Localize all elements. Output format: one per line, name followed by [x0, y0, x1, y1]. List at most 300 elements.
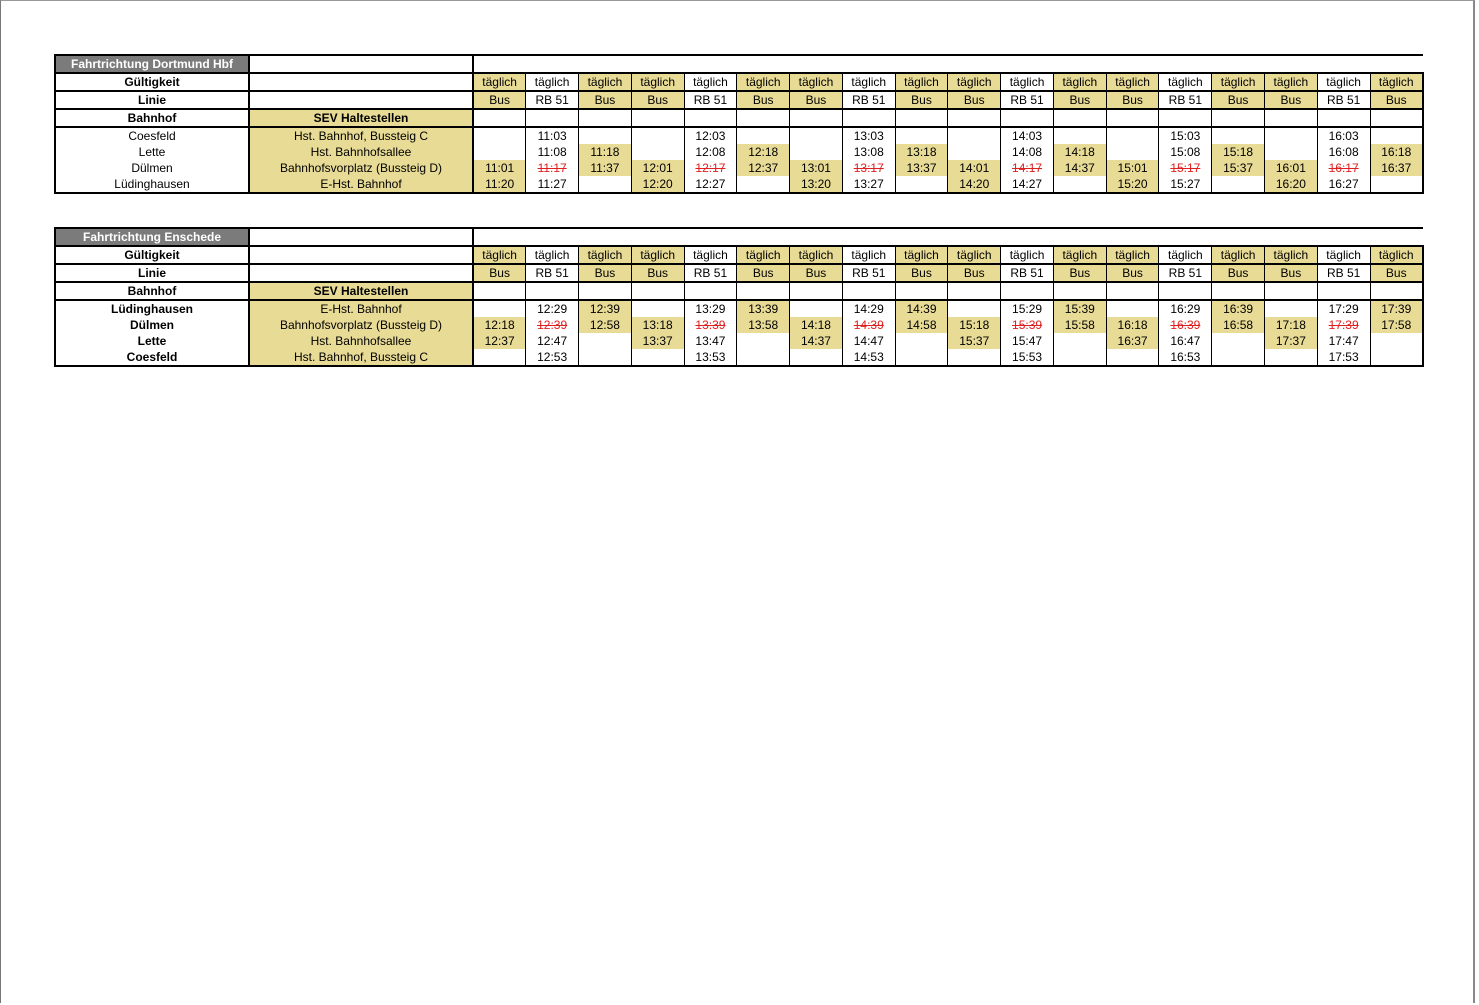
departure-time: 17:58: [1381, 317, 1412, 332]
timetable-grid: [54, 227, 1424, 367]
time-cell: [1106, 160, 1159, 176]
line-cell: Bus: [473, 91, 526, 109]
time-cell: [948, 333, 1001, 349]
departure-time: 16:18: [1381, 144, 1412, 159]
time-cell: [737, 349, 790, 366]
line-cell: RB 51: [684, 91, 737, 109]
departure-time: 15:58: [1064, 317, 1095, 332]
time-cell: [842, 127, 895, 144]
time-cell: [1106, 144, 1159, 160]
departure-time: 16:58: [1223, 317, 1254, 332]
validity-cell: täglich: [1053, 246, 1106, 264]
station-header-blank: [790, 109, 843, 127]
time-cell: [684, 349, 737, 366]
validity-cell: täglich: [895, 246, 948, 264]
time-cell: [790, 349, 843, 366]
departure-time: 12:37: [748, 160, 779, 175]
cancelled-time: 14:17: [1012, 160, 1043, 175]
time-cell: [526, 176, 579, 193]
time-cell: [631, 144, 684, 160]
time-cell: [895, 333, 948, 349]
time-cell: [631, 160, 684, 176]
time-cell: [1001, 176, 1054, 193]
departure-time: 14:01: [959, 160, 990, 175]
departure-time: 16:01: [1275, 160, 1306, 175]
time-cell: [1264, 127, 1317, 144]
time-cell: [526, 349, 579, 366]
validity-cell: täglich: [1317, 246, 1370, 264]
validity-cell: täglich: [579, 73, 632, 91]
time-cell: [473, 317, 526, 333]
departure-time: 13:47: [695, 333, 726, 348]
cancelled-time: 16:39: [1170, 317, 1201, 332]
line-cell: Bus: [948, 91, 1001, 109]
time-cell: [737, 127, 790, 144]
validity-cell: täglich: [526, 246, 579, 264]
validity-cell: täglich: [1001, 246, 1054, 264]
validity-cell: täglich: [948, 73, 1001, 91]
cancelled-time: 17:39: [1328, 317, 1359, 332]
departure-time: 14:08: [1012, 144, 1043, 159]
station-header-blank: [1212, 282, 1265, 300]
validity-cell: täglich: [1370, 73, 1423, 91]
time-cell: [1001, 160, 1054, 176]
station-header-blank: [1264, 109, 1317, 127]
line-cell: RB 51: [1317, 91, 1370, 109]
time-cell: [1001, 127, 1054, 144]
station-header-blank: [473, 109, 526, 127]
departure-time: 17:39: [1381, 301, 1412, 316]
time-cell: [684, 176, 737, 193]
line-cell: Bus: [790, 264, 843, 282]
title-blank-cell: [249, 55, 473, 73]
station-header: Bahnhof: [55, 282, 249, 300]
table-row: [55, 300, 1423, 317]
time-cell: [790, 127, 843, 144]
time-cell: [579, 160, 632, 176]
departure-time: 12:37: [484, 333, 515, 348]
time-cell: [579, 317, 632, 333]
departure-time: 15:03: [1170, 128, 1201, 143]
departure-time: 14:37: [1064, 160, 1095, 175]
time-cell: [684, 127, 737, 144]
departure-time: 11:27: [537, 176, 567, 191]
station-header-blank: [1106, 282, 1159, 300]
time-cell: [684, 317, 737, 333]
departure-time: 17:37: [1275, 333, 1306, 348]
time-cell: [1370, 349, 1423, 366]
time-cell: [948, 127, 1001, 144]
time-cell: [684, 333, 737, 349]
cancelled-time: 15:39: [1012, 317, 1043, 332]
time-cell: [1106, 176, 1159, 193]
departure-time: 11:03: [537, 128, 567, 143]
departure-time: 15:37: [1223, 160, 1254, 175]
time-cell: [842, 317, 895, 333]
departure-time: 16:27: [1328, 176, 1359, 191]
time-cell: [579, 349, 632, 366]
time-cell: [1370, 144, 1423, 160]
station-name: Dülmen: [55, 317, 249, 333]
line-cell: RB 51: [526, 264, 579, 282]
station-header-blank: [1370, 282, 1423, 300]
time-cell: [737, 144, 790, 160]
line-cell: Bus: [1370, 264, 1423, 282]
time-cell: [842, 176, 895, 193]
line-cell: Bus: [1212, 91, 1265, 109]
time-cell: [1053, 144, 1106, 160]
station-name: Dülmen: [55, 160, 249, 176]
time-cell: [1106, 300, 1159, 317]
title-row: [55, 228, 1423, 246]
time-cell: [1212, 160, 1265, 176]
time-cell: [579, 144, 632, 160]
line-cell: RB 51: [1001, 264, 1054, 282]
departure-time: 16:37: [1381, 160, 1412, 175]
line-cell: Bus: [1053, 91, 1106, 109]
time-cell: [579, 333, 632, 349]
departure-time: 14:27: [1012, 176, 1043, 191]
time-cell: [1159, 317, 1212, 333]
departure-time: 15:29: [1012, 301, 1043, 316]
validity-header: Gültigkeit: [55, 73, 249, 91]
departure-time: 12:47: [537, 333, 568, 348]
line-cell: Bus: [1106, 264, 1159, 282]
line-cell: Bus: [1370, 91, 1423, 109]
time-cell: [737, 176, 790, 193]
departure-time: 13:20: [800, 176, 831, 191]
departure-time: 12:58: [589, 317, 620, 332]
validity-cell: täglich: [526, 73, 579, 91]
departure-time: 17:47: [1328, 333, 1359, 348]
departure-time: 15:39: [1064, 301, 1095, 316]
time-cell: [1317, 349, 1370, 366]
validity-cell: täglich: [1106, 246, 1159, 264]
title-spacer-cell: [473, 55, 1423, 73]
departure-time: 16:29: [1170, 301, 1201, 316]
time-cell: [842, 300, 895, 317]
time-cell: [473, 300, 526, 317]
cancelled-time: 13:39: [695, 317, 726, 332]
stop-name: Hst. Bahnhofsallee: [249, 333, 473, 349]
time-cell: [1264, 160, 1317, 176]
time-cell: [579, 300, 632, 317]
cancelled-time: 13:17: [853, 160, 884, 175]
departure-time: 11:20: [485, 176, 515, 191]
departure-time: 12:39: [589, 301, 620, 316]
cancelled-time: 11:17: [537, 160, 567, 175]
time-cell: [948, 176, 1001, 193]
time-cell: [1370, 317, 1423, 333]
validity-cell: täglich: [842, 246, 895, 264]
departure-time: 13:37: [642, 333, 673, 348]
time-cell: [1370, 160, 1423, 176]
station-header-blank: [473, 282, 526, 300]
station-header-row: [55, 282, 1423, 300]
departure-time: 11:18: [590, 144, 620, 159]
departure-time: 16:20: [1275, 176, 1306, 191]
departure-time: 12:08: [695, 144, 726, 159]
station-header-row: [55, 109, 1423, 127]
time-cell: [1106, 349, 1159, 366]
time-cell: [526, 160, 579, 176]
time-cell: [1053, 317, 1106, 333]
departure-time: 14:29: [853, 301, 884, 316]
validity-blank-cell: [249, 246, 473, 264]
departure-time: 12:27: [695, 176, 726, 191]
validity-cell: täglich: [1264, 73, 1317, 91]
line-cell: RB 51: [1159, 91, 1212, 109]
time-cell: [1212, 333, 1265, 349]
station-header-blank: [1001, 109, 1054, 127]
departure-time: 13:08: [853, 144, 884, 159]
station-header-blank: [737, 109, 790, 127]
departure-time: 12:18: [484, 317, 515, 332]
validity-cell: täglich: [790, 246, 843, 264]
departure-time: 11:01: [485, 160, 515, 175]
line-blank-cell: [249, 91, 473, 109]
time-cell: [1053, 333, 1106, 349]
time-cell: [790, 144, 843, 160]
validity-row: [55, 246, 1423, 264]
station-header-blank: [579, 282, 632, 300]
time-cell: [526, 127, 579, 144]
time-cell: [1106, 333, 1159, 349]
time-cell: [895, 176, 948, 193]
time-cell: [631, 127, 684, 144]
time-cell: [1317, 333, 1370, 349]
departure-time: 15:18: [959, 317, 990, 332]
time-cell: [1264, 333, 1317, 349]
departure-time: 13:03: [853, 128, 884, 143]
departure-time: 14:53: [853, 349, 884, 364]
time-cell: [842, 144, 895, 160]
station-header-blank: [1159, 282, 1212, 300]
validity-cell: täglich: [1159, 73, 1212, 91]
time-cell: [1106, 127, 1159, 144]
time-cell: [1001, 300, 1054, 317]
time-cell: [895, 300, 948, 317]
time-cell: [1317, 160, 1370, 176]
time-cell: [684, 160, 737, 176]
departure-time: 12:53: [537, 349, 568, 364]
stops-header: SEV Haltestellen: [249, 282, 473, 300]
station-name: Lüdinghausen: [55, 176, 249, 193]
time-cell: [526, 144, 579, 160]
station-header-blank: [631, 282, 684, 300]
time-cell: [1212, 144, 1265, 160]
table-title: Fahrtrichtung Dortmund Hbf: [55, 55, 249, 73]
departure-time: 14:18: [1064, 144, 1095, 159]
time-cell: [1317, 300, 1370, 317]
cancelled-time: 16:17: [1328, 160, 1359, 175]
time-cell: [737, 317, 790, 333]
time-cell: [1159, 333, 1212, 349]
departure-time: 17:29: [1328, 301, 1359, 316]
line-cell: RB 51: [526, 91, 579, 109]
departure-time: 17:18: [1275, 317, 1306, 332]
time-cell: [473, 160, 526, 176]
station-header-blank: [737, 282, 790, 300]
table-row: [55, 317, 1423, 333]
time-cell: [1053, 160, 1106, 176]
departure-time: 14:58: [906, 317, 937, 332]
time-cell: [1001, 333, 1054, 349]
time-cell: [842, 333, 895, 349]
time-cell: [1370, 127, 1423, 144]
time-cell: [1264, 300, 1317, 317]
validity-cell: täglich: [684, 73, 737, 91]
time-cell: [473, 176, 526, 193]
departure-time: 14:20: [959, 176, 990, 191]
line-cell: RB 51: [1159, 264, 1212, 282]
time-cell: [790, 333, 843, 349]
line-cell: Bus: [737, 91, 790, 109]
validity-cell: täglich: [1001, 73, 1054, 91]
departure-time: 12:20: [642, 176, 673, 191]
time-cell: [631, 300, 684, 317]
time-cell: [473, 127, 526, 144]
station-name: Lette: [55, 333, 249, 349]
validity-cell: täglich: [684, 246, 737, 264]
stop-name: E-Hst. Bahnhof: [249, 300, 473, 317]
time-cell: [1370, 333, 1423, 349]
departure-time: 14:39: [906, 301, 937, 316]
time-cell: [1317, 127, 1370, 144]
departure-time: 15:53: [1012, 349, 1043, 364]
line-cell: Bus: [737, 264, 790, 282]
departure-time: 13:18: [642, 317, 673, 332]
departure-time: 15:47: [1012, 333, 1043, 348]
cancelled-time: 12:39: [537, 317, 568, 332]
departure-time: 16:39: [1223, 301, 1254, 316]
validity-cell: täglich: [1317, 73, 1370, 91]
table-row: [55, 127, 1423, 144]
line-cell: RB 51: [842, 91, 895, 109]
station-header-blank: [684, 282, 737, 300]
time-cell: [948, 349, 1001, 366]
validity-cell: täglich: [1370, 246, 1423, 264]
validity-cell: täglich: [579, 246, 632, 264]
time-cell: [790, 300, 843, 317]
table-row: [55, 144, 1423, 160]
station-header-blank: [1001, 282, 1054, 300]
time-cell: [790, 176, 843, 193]
validity-cell: täglich: [473, 246, 526, 264]
line-cell: Bus: [631, 91, 684, 109]
line-row: [55, 264, 1423, 282]
departure-time: 12:01: [642, 160, 673, 175]
time-cell: [1264, 144, 1317, 160]
departure-time: 15:27: [1170, 176, 1201, 191]
station-name: Lüdinghausen: [55, 300, 249, 317]
time-cell: [842, 160, 895, 176]
departure-time: 15:37: [959, 333, 990, 348]
stop-name: Hst. Bahnhofsallee: [249, 144, 473, 160]
line-blank-cell: [249, 264, 473, 282]
station-header-blank: [790, 282, 843, 300]
departure-time: 16:53: [1170, 349, 1201, 364]
line-cell: Bus: [1053, 264, 1106, 282]
title-spacer-cell: [473, 228, 1423, 246]
time-cell: [1370, 300, 1423, 317]
station-header-blank: [1264, 282, 1317, 300]
table-title: Fahrtrichtung Enschede: [55, 228, 249, 246]
departure-time: 16:37: [1117, 333, 1148, 348]
departure-time: 11:37: [590, 160, 620, 175]
station-header-blank: [842, 109, 895, 127]
time-cell: [1212, 317, 1265, 333]
departure-time: 13:18: [906, 144, 937, 159]
stop-name: Bahnhofsvorplatz (Bussteig D): [249, 160, 473, 176]
stop-name: Hst. Bahnhof, Bussteig C: [249, 349, 473, 366]
time-cell: [1159, 127, 1212, 144]
line-cell: Bus: [1106, 91, 1159, 109]
time-cell: [1212, 176, 1265, 193]
time-cell: [1317, 317, 1370, 333]
time-cell: [1001, 317, 1054, 333]
stop-name: E-Hst. Bahnhof: [249, 176, 473, 193]
stop-name: Bahnhofsvorplatz (Bussteig D): [249, 317, 473, 333]
validity-cell: täglich: [1106, 73, 1159, 91]
timetable-dortmund: [54, 54, 1422, 194]
time-cell: [1264, 317, 1317, 333]
time-cell: [579, 176, 632, 193]
time-cell: [526, 300, 579, 317]
station-header-blank: [1317, 282, 1370, 300]
line-cell: Bus: [1212, 264, 1265, 282]
time-cell: [473, 333, 526, 349]
time-cell: [1317, 176, 1370, 193]
station-header-blank: [1106, 109, 1159, 127]
station-header-blank: [895, 109, 948, 127]
line-cell: RB 51: [1001, 91, 1054, 109]
departure-time: 17:53: [1328, 349, 1359, 364]
time-cell: [631, 317, 684, 333]
timetable-enschede: [54, 227, 1422, 367]
departure-time: 14:47: [853, 333, 884, 348]
station-header-blank: [526, 109, 579, 127]
time-cell: [1159, 176, 1212, 193]
line-cell: Bus: [790, 91, 843, 109]
line-cell: RB 51: [1317, 264, 1370, 282]
time-cell: [895, 144, 948, 160]
departure-time: 13:58: [748, 317, 779, 332]
line-cell: Bus: [1264, 264, 1317, 282]
time-cell: [737, 300, 790, 317]
time-cell: [895, 127, 948, 144]
time-cell: [684, 300, 737, 317]
validity-cell: täglich: [473, 73, 526, 91]
departure-time: 15:01: [1117, 160, 1148, 175]
time-cell: [579, 127, 632, 144]
departure-time: 12:29: [537, 301, 568, 316]
time-cell: [1159, 160, 1212, 176]
validity-cell: täglich: [842, 73, 895, 91]
departure-time: 12:03: [695, 128, 726, 143]
time-cell: [948, 300, 1001, 317]
station-header-blank: [631, 109, 684, 127]
station-header-blank: [842, 282, 895, 300]
time-cell: [473, 349, 526, 366]
station-name: Lette: [55, 144, 249, 160]
line-cell: Bus: [631, 264, 684, 282]
departure-time: 11:08: [537, 144, 567, 159]
station-header: Bahnhof: [55, 109, 249, 127]
time-cell: [948, 144, 1001, 160]
station-header-blank: [948, 282, 1001, 300]
validity-cell: täglich: [1053, 73, 1106, 91]
